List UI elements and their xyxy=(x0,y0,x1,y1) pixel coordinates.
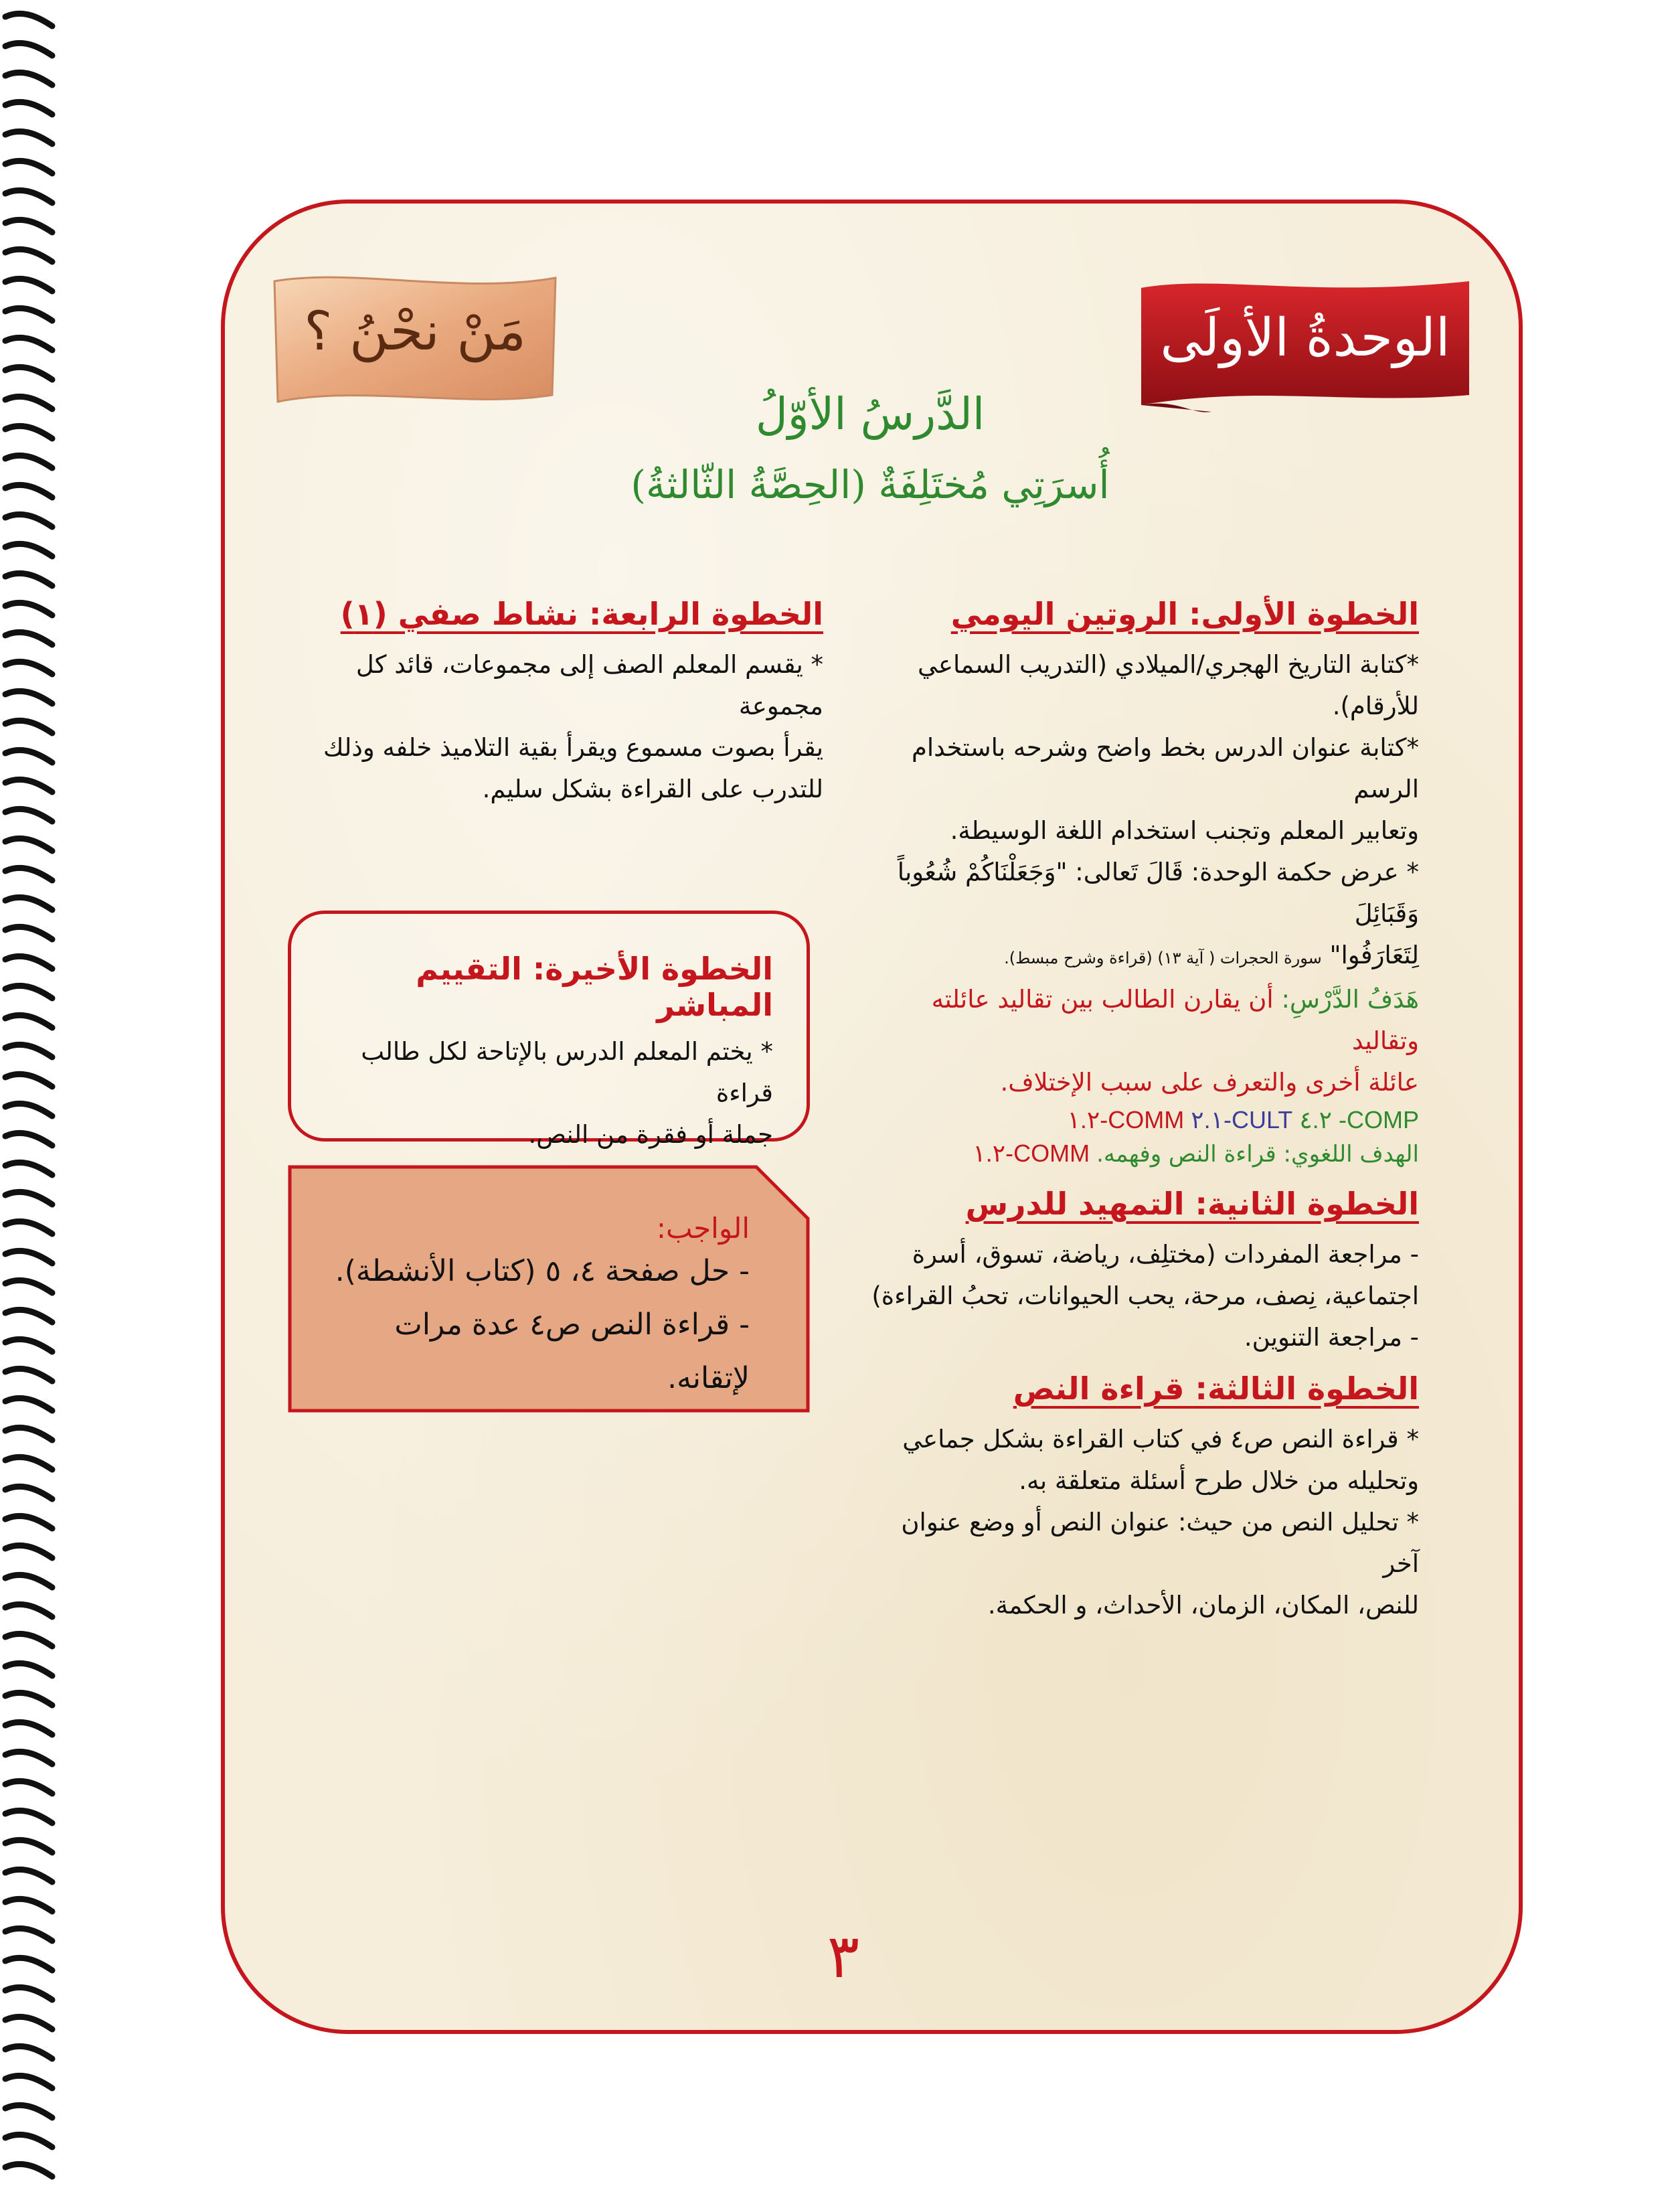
spiral-coil xyxy=(5,1339,52,1352)
spiral-coil xyxy=(5,779,52,792)
spiral-coil xyxy=(5,838,52,851)
topic-title: مَنْ نحْنُ ؟ xyxy=(304,300,526,362)
verse-end: لِتَعَارَفُوا" xyxy=(1329,941,1419,969)
step2-line: - مراجعة التنوين. xyxy=(1244,1323,1419,1352)
spiral-coil xyxy=(5,1310,52,1322)
spiral-coil xyxy=(5,1722,52,1735)
step4-heading: الخطوة الرابعة: نشاط صفي (١) xyxy=(340,596,823,632)
spiral-coil xyxy=(5,661,52,674)
step1-line: *كتابة التاريخ الهجري/الميلادي (التدريب السماعي xyxy=(918,650,1419,679)
step2-body xyxy=(863,1234,1419,1358)
spiral-coil xyxy=(5,1221,52,1234)
language-goal-code: COMM-١.٢ xyxy=(973,1140,1090,1167)
spiral-coil xyxy=(5,2164,52,2177)
spiral-coil xyxy=(5,514,52,527)
spiral-coil xyxy=(5,1751,52,1764)
step1-line-verse-end xyxy=(863,935,1419,979)
spiral-coil xyxy=(5,367,52,380)
spiral-coil xyxy=(5,1486,52,1499)
final-step-line: * يختم المعلم الدرس بالإتاحة لكل طالب قراءة xyxy=(361,1037,773,1107)
step3-line: للنص، المكان، الزمان، الأحداث، و الحكمة. xyxy=(987,1591,1419,1620)
spiral-coil xyxy=(5,72,52,85)
step3-line: * تحليل النص من حيث: عنوان النص أو وضع عنوان آخر xyxy=(901,1508,1419,1578)
topic-scroll xyxy=(268,268,562,408)
step1-body xyxy=(863,644,1419,979)
spiral-coil xyxy=(5,750,52,763)
spiral-coil xyxy=(5,455,52,468)
step1-line: وتعابير المعلم وتجنب استخدام اللغة الوسيطة. xyxy=(950,816,1419,845)
spiral-coil xyxy=(5,131,52,144)
spiral-coil xyxy=(5,1457,52,1470)
spiral-coil xyxy=(5,2105,52,2118)
spiral-coil xyxy=(5,809,52,821)
step1-line: *كتابة عنوان الدرس بخط واضح وشرحه باستخدام الرسم xyxy=(911,733,1419,803)
spiral-coil xyxy=(5,1575,52,1587)
spiral-coil xyxy=(5,1987,52,2000)
spiral-coil xyxy=(5,573,52,586)
spiral-coil xyxy=(5,2075,52,2088)
spiral-coil xyxy=(5,220,52,232)
step4-line: * يقسم المعلم الصف إلى مجموعات، قائد كل مجموعة xyxy=(355,650,823,720)
spiral-coil xyxy=(5,1545,52,1558)
unit-title: الوحدةُ الأولَى xyxy=(1160,308,1450,368)
spiral-coil xyxy=(5,720,52,733)
lesson-subtitle: أُسرَتِي مُختَلِفَةٌ (الحِصَّةُ الثّالثةُ) xyxy=(631,462,1110,507)
spiral-coil xyxy=(5,308,52,321)
spiral-coil xyxy=(5,2046,52,2059)
spiral-coil xyxy=(5,544,52,556)
spiral-coil xyxy=(5,13,52,26)
step4-line: للتدرب على القراءة بشكل سليم. xyxy=(482,775,823,803)
spiral-coil xyxy=(5,1840,52,1853)
spiral-coil xyxy=(5,927,52,939)
final-step-heading: الخطوة الأخيرة: التقييم المباشر xyxy=(416,951,773,1023)
step2-heading: الخطوة الثانية: التمهيد للدرس xyxy=(965,1186,1419,1222)
spiral-coil xyxy=(5,691,52,704)
spiral-coil xyxy=(5,249,52,262)
spiral-coil xyxy=(5,632,52,645)
spiral-coil xyxy=(5,279,52,291)
spiral-coil xyxy=(5,1899,52,1911)
step4-section xyxy=(288,596,823,810)
spiral-coil xyxy=(5,1869,52,1882)
spiral-coil xyxy=(5,2017,52,2029)
spiral-coil xyxy=(5,102,52,114)
standard-comp: COMP- ٤.٢ xyxy=(1299,1106,1419,1133)
spiral-coil xyxy=(5,43,52,56)
spiral-coil xyxy=(5,161,52,173)
homework-line: - قراءة النص ص٤ عدة مرات لإتقانه. xyxy=(394,1308,750,1395)
spiral-coil xyxy=(5,485,52,497)
spiral-coil xyxy=(5,1663,52,1676)
spiral-coil xyxy=(5,868,52,880)
spiral-coil xyxy=(5,1103,52,1116)
spiral-coil xyxy=(5,1015,52,1028)
step1-section xyxy=(863,596,1419,1626)
spiral-coil xyxy=(5,190,52,203)
lesson-goal-text-2: عائلة أخرى والتعرف على سبب الإختلاف. xyxy=(1000,1068,1419,1097)
standard-comm: COMM-١.٢ xyxy=(1067,1106,1185,1133)
spiral-binding xyxy=(0,0,64,2198)
spiral-coil xyxy=(5,1604,52,1617)
homework-box xyxy=(288,1165,810,1413)
step2-line: اجتماعية، نِصف، مرحة، يحب الحيوانات، تحبُ القراءة) xyxy=(871,1281,1419,1310)
spiral-coil xyxy=(5,1162,52,1175)
final-step-body xyxy=(318,1031,773,1156)
step3-line: * قراءة النص ص٤ في كتاب القراءة بشكل جماعي xyxy=(902,1425,1419,1454)
page-number: ٣ xyxy=(827,1921,860,1992)
verse-reference: سورة الحجرات ( آية ١٣) (قراءة وشرح مبسط). xyxy=(1004,949,1322,967)
spiral-coil xyxy=(5,426,52,439)
step3-line: وتحليله من خلال طرح أسئلة متعلقة به. xyxy=(1019,1466,1419,1495)
step1-heading: الخطوة الأولى: الروتين اليومي xyxy=(950,596,1419,632)
unit-banner xyxy=(1138,271,1473,415)
step3-body xyxy=(863,1419,1419,1626)
spiral-coil xyxy=(5,603,52,615)
lesson-title: الدَّرسُ الأوّلُ xyxy=(755,388,985,440)
step3-heading: الخطوة الثالثة: قراءة النص xyxy=(1013,1370,1419,1407)
spiral-coil xyxy=(5,1280,52,1293)
spiral-coil xyxy=(5,897,52,910)
spiral-coil xyxy=(5,1368,52,1381)
step4-body xyxy=(288,644,823,810)
spiral-coil xyxy=(5,1781,52,1794)
step2-line: - مراجعة المفردات (مختلِف، رياضة، تسوق، أسرة xyxy=(912,1240,1419,1269)
step1-line: * عرض حكمة الوحدة: قَالَ تَعالى: "وَجَعَلْنَاكُمْ شُعُوباً وَقَبَائِلَ xyxy=(897,858,1419,928)
spiral-coil xyxy=(5,396,52,409)
lesson-goal xyxy=(863,979,1419,1103)
spiral-coil xyxy=(5,1516,52,1528)
spiral-coil xyxy=(5,1928,52,1941)
spiral-coil xyxy=(5,1958,52,1970)
spiral-coil xyxy=(5,1427,52,1440)
step1-line: للأرقام). xyxy=(1332,692,1419,720)
lesson-goal-label: هَدَفُ الدَّرْسِ: xyxy=(1281,985,1419,1014)
spiral-coil xyxy=(5,1693,52,1705)
final-step-box xyxy=(288,911,810,1149)
final-step-line: جملة أو فقرة من النص. xyxy=(528,1120,773,1149)
spiral-coil xyxy=(5,1133,52,1146)
spiral-coil xyxy=(5,1810,52,1823)
spiral-coil xyxy=(5,1251,52,1263)
spiral-coil xyxy=(5,1398,52,1411)
spiral-coil xyxy=(5,956,52,969)
step4-line: يقرأ بصوت مسموع ويقرأ بقية التلاميذ خلفه وذلك xyxy=(323,733,823,762)
spiral-coil xyxy=(5,1074,52,1087)
standard-cult: CULT-٢.١ xyxy=(1191,1106,1293,1133)
spiral-coil xyxy=(5,2134,52,2147)
spiral-coil xyxy=(5,337,52,350)
homework-title: الواجب: xyxy=(656,1212,750,1245)
language-goal-line xyxy=(863,1137,1419,1171)
language-goal-label: الهدف اللغوي: قراءة النص وفهمه. xyxy=(1096,1141,1419,1168)
spiral-coil xyxy=(5,1044,52,1057)
standards-line xyxy=(863,1103,1419,1137)
homework-line: - حل صفحة ٤، ٥ (كتاب الأنشطة). xyxy=(335,1254,750,1288)
lesson-goal-text: أن يقارن الطالب بين تقاليد عائلته وتقاليد xyxy=(931,985,1419,1055)
spiral-coil xyxy=(5,1192,52,1204)
spiral-coil xyxy=(5,986,52,998)
spiral-coil xyxy=(5,1634,52,1646)
